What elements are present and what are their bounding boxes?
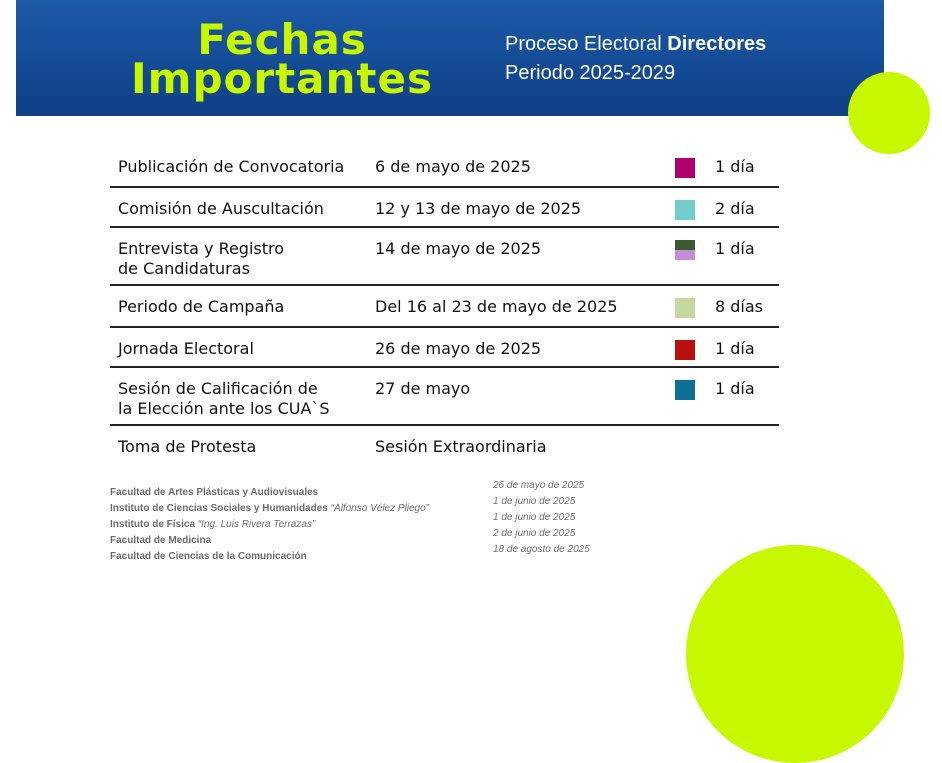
event-duration: 1 día — [715, 157, 755, 176]
event-duration: 8 días — [715, 297, 764, 316]
color-swatch — [675, 380, 695, 400]
footer-date: 2 de junio de 2025 — [493, 528, 576, 539]
decorative-circle-bottom — [686, 545, 904, 763]
event-date: 27 de mayo — [375, 379, 471, 398]
footer-item — [110, 544, 590, 563]
event-name-line1: Sesión de Calificación de — [118, 379, 318, 398]
event-name — [118, 297, 284, 317]
footer-date: 1 de junio de 2025 — [493, 512, 576, 523]
footer-institution-note: “Ing. Luis Rivera Terrazas” — [197, 519, 316, 530]
event-name — [118, 339, 254, 359]
event-duration: 1 día — [715, 239, 755, 258]
table-row — [110, 328, 779, 368]
color-swatch — [675, 298, 695, 318]
event-date: Del 16 al 23 de mayo de 2025 — [375, 297, 618, 316]
footer-institution — [110, 551, 307, 562]
event-name — [118, 199, 324, 219]
subtitle-bold: Directores — [667, 33, 767, 55]
footer-institution-note: “Alfonso Vélez Pliego” — [330, 503, 430, 514]
swatch-top — [675, 298, 695, 308]
footer-date: 18 de agosto de 2025 — [493, 544, 590, 555]
table-row — [110, 426, 779, 468]
page-title-line1: Fechas — [197, 15, 367, 64]
event-name-line1: Publicación de Convocatoria — [118, 157, 345, 176]
event-name-line1: Periodo de Campaña — [118, 297, 285, 316]
swatch-bottom — [675, 390, 695, 400]
color-swatch — [675, 340, 695, 360]
footer-institution-name: Facultad de Artes Plásticas y Audiovisuales — [110, 487, 319, 498]
event-duration: 2 día — [715, 199, 755, 218]
decorative-circle-right — [848, 72, 930, 154]
footer-date: 26 de mayo de 2025 — [493, 480, 585, 491]
footer-institution-name: Facultad de Ciencias de la Comunicación — [110, 551, 307, 562]
table-row — [110, 146, 779, 188]
footer-date: 1 de junio de 2025 — [493, 496, 576, 507]
swatch-top — [675, 240, 695, 250]
event-name-line2: la Elección ante los CUA`S — [118, 399, 330, 418]
event-name-line1: Comisión de Auscultación — [118, 199, 324, 218]
swatch-top — [675, 158, 695, 168]
event-name-line1: Entrevista y Registro — [118, 239, 285, 258]
event-date: Sesión Extraordinaria — [375, 437, 547, 456]
event-date: 6 de mayo de 2025 — [375, 157, 531, 176]
color-swatch — [675, 158, 695, 178]
event-duration: 1 día — [715, 339, 755, 358]
event-name-line1: Jornada Electoral — [118, 339, 254, 358]
swatch-bottom — [675, 250, 695, 260]
swatch-top — [675, 380, 695, 390]
swatch-bottom — [675, 350, 695, 360]
subtitle-prefix: Proceso Electoral — [505, 33, 668, 55]
event-duration: 1 día — [715, 379, 755, 398]
swatch-top — [675, 340, 695, 350]
footer-institution-name: Facultad de Medicina — [110, 535, 212, 546]
swatch-top — [675, 200, 695, 210]
swatch-bottom — [675, 168, 695, 178]
page-title-line2: Importantes — [131, 54, 433, 103]
event-date: 12 y 13 de mayo de 2025 — [375, 199, 582, 218]
event-name-line1: Toma de Protesta — [118, 437, 257, 456]
table-row — [110, 368, 779, 426]
swatch-bottom — [675, 210, 695, 220]
event-date: 14 de mayo de 2025 — [375, 239, 542, 258]
subtitle-line2: Periodo 2025-2029 — [505, 62, 676, 84]
color-swatch — [675, 200, 695, 220]
header-banner — [16, 0, 884, 116]
event-name — [118, 157, 344, 177]
table-row — [110, 286, 779, 328]
event-name — [118, 437, 256, 457]
footer-institution-name: Instituto de Física — [110, 519, 196, 530]
subtitle-line1 — [505, 33, 766, 56]
event-name-line2: de Candidaturas — [118, 259, 250, 278]
event-date: 26 de mayo de 2025 — [375, 339, 542, 358]
event-name — [118, 239, 284, 279]
color-swatch — [675, 240, 695, 260]
dates-table — [110, 146, 779, 468]
event-name — [118, 379, 330, 419]
footer-institution-name: Instituto de Ciencias Sociales y Humanidades — [110, 503, 328, 514]
table-row — [110, 188, 779, 228]
table-row — [110, 228, 779, 286]
swatch-bottom — [675, 308, 695, 318]
